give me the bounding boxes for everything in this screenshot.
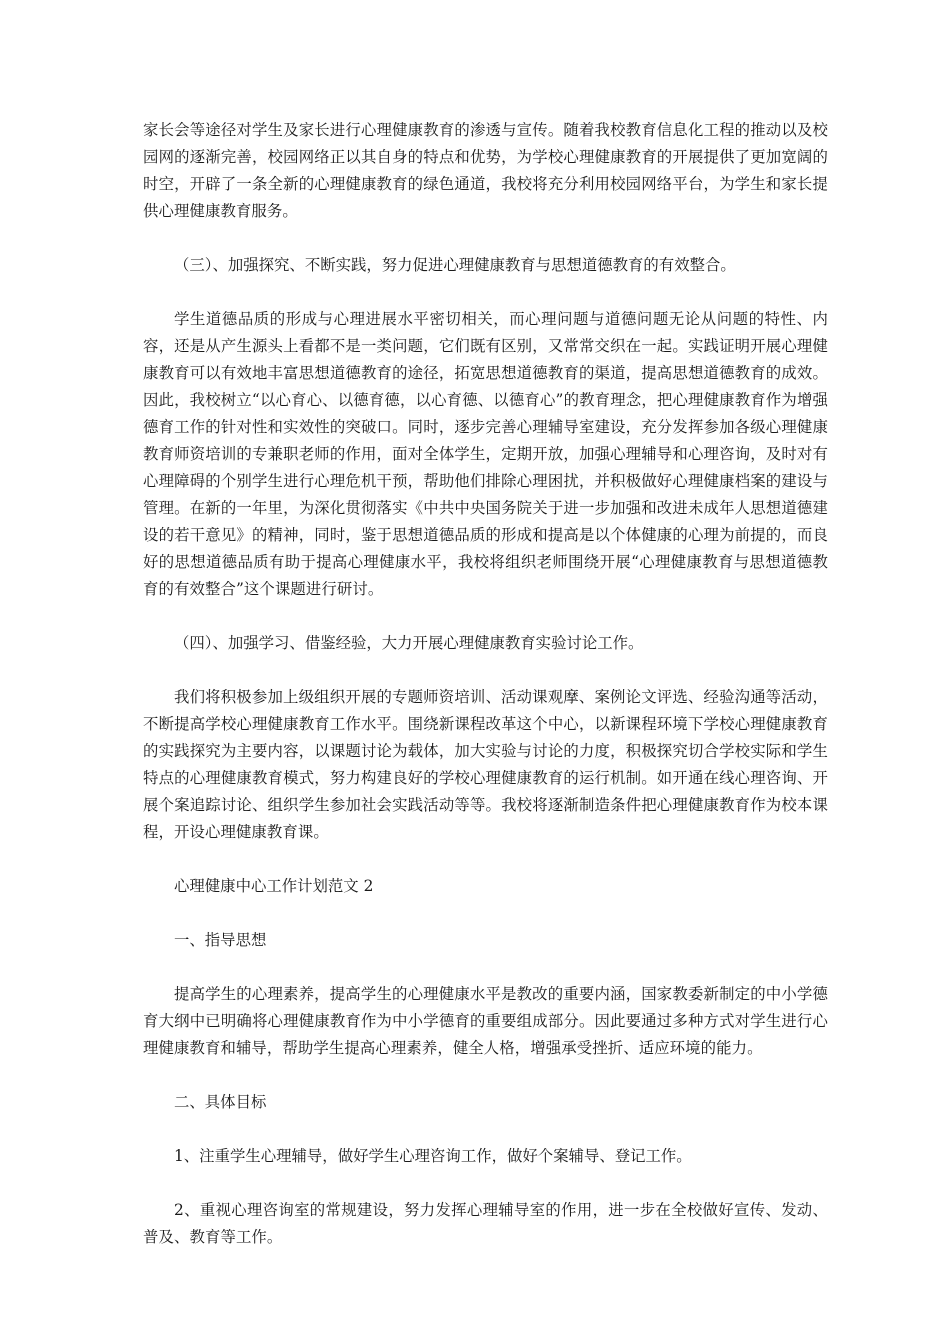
document-page — [143, 117, 828, 1278]
section-heading-guiding-idea: 一、指导思想 — [174, 931, 267, 949]
paragraph-intro-continuation: 家长会等途径对学生及家长进行心理健康教育的渗透与宣传。随着我校教育信息化工程的推动以及校园网的逐渐完善，校园网络正以其自身的特点和优势，为学校心理健康教育的开展提供了更加宽阔的时空，开辟了一条全新的心理健康教育的绿色通道，我校将充分利用校园网络平台，为学生和家长提供心理健康教育服务。 — [143, 121, 828, 220]
section-heading-4: （四）、加强学习、借鉴经验，大力开展心理健康教育实验讨论工作。 — [174, 634, 644, 652]
goal-item-2: 2、重视心理咨询室的常规建设，努力发挥心理辅导室的作用，进一步在全校做好宣传、发动、普及、教育等工作。 — [143, 1201, 828, 1246]
section-heading-goals: 二、具体目标 — [174, 1093, 267, 1111]
document-subtitle: 心理健康中心工作计划范文 2 — [174, 877, 374, 895]
paragraph-moral-education: 学生道德品质的形成与心理进展水平密切相关，而心理问题与道德问题无论从问题的特性、内容，还是从产生源头上看都不是一类问题，它们既有区别，又常常交织在一起。实践证明开展心理健康教育可以有效地丰富思想道德教育的途径，拓宽思想道德教育的渠道，提高思想道德教育的成效。因此，我校树立“以心育心、以德育德，以心育德、以德育心”的教育理念，把心理健康教育作为增强德育工作的针对性和实效性的突破口。同时，逐步完善心理辅导室建设，充分发挥参加各级心理健康教育师资培训的专兼职老师的作用，面对全体学生，定期开放，加强心理辅导和心理咨询，及时对有心理障碍的个别学生进行心理危机干预，帮助他们排除心理困扰，并积极做好心理健康档案的建设与管理。在新的一年里，为深化贯彻落实《中共中央国务院关于进一步加强和改进未成年人思想道德建设的若干意见》的精神，同时，鉴于思想道德品质的形成和提高是以个体健康的心理为前提的，而良好的思想道德品质有助于提高心理健康水平，我校将组织老师围绕开展“心理健康教育与思想道德教育的有效整合”这个课题进行研讨。 — [143, 310, 828, 598]
paragraph-guiding-idea: 提高学生的心理素养，提高学生的心理健康水平是教改的重要内涵，国家教委新制定的中小学德育大纲中已明确将心理健康教育作为中小学德育的重要组成部分。因此要通过多种方式对学生进行心理健康教育和辅导，帮助学生提高心理素养，健全人格，增强承受挫折、适应环境的能力。 — [143, 985, 828, 1057]
goal-item-1: 1、注重学生心理辅导，做好学生心理咨询工作，做好个案辅导、登记工作。 — [174, 1147, 692, 1165]
section-heading-3: （三）、加强探究、不断实践，努力促进心理健康教育与思想道德教育的有效整合。 — [174, 256, 736, 274]
paragraph-research-work: 我们将积极参加上级组织开展的专题师资培训、活动课观摩、案例论文评选、经验沟通等活动，不断提高学校心理健康教育工作水平。围绕新课程改革这个中心，以新课程环境下学校心理健康教育的实践探究为主要内容，以课题讨论为载体，加大实验与讨论的力度，积极探究切合学校实际和学生特点的心理健康教育模式，努力构建良好的学校心理健康教育的运行机制。如开通在线心理咨询、开展个案追踪讨论、组织学生参加社会实践活动等等。我校将逐渐制造条件把心理健康教育作为校本课程，开设心理健康教育课。 — [143, 688, 828, 841]
